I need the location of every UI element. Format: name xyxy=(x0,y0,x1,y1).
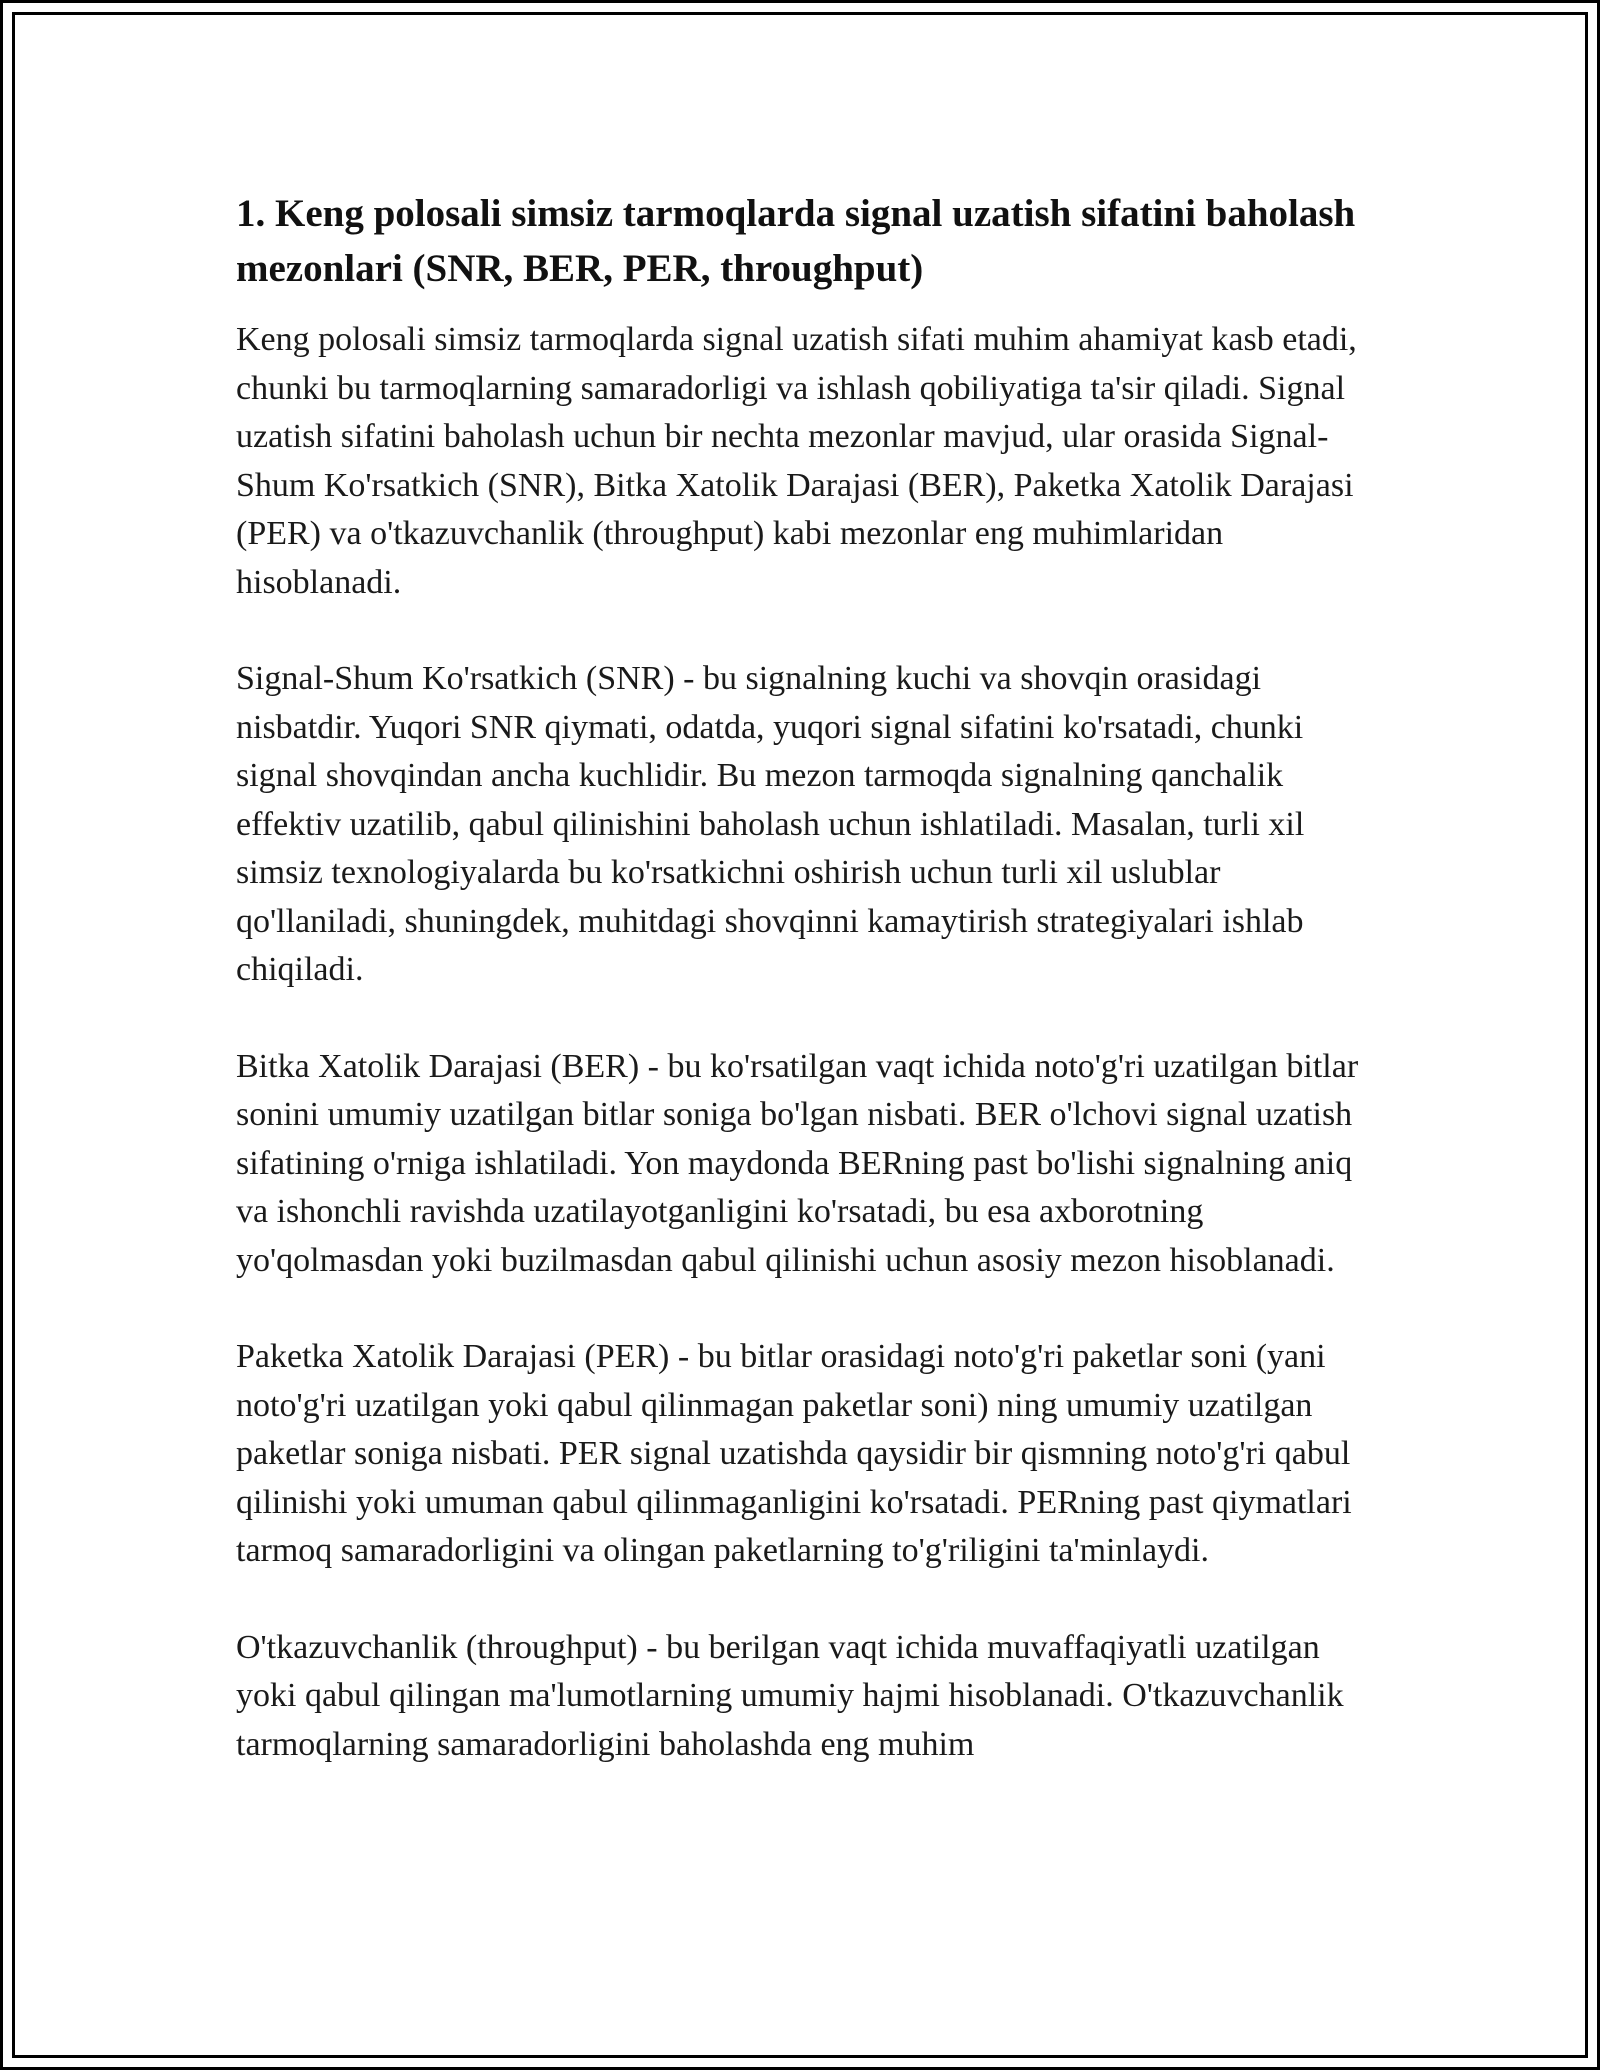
paragraph-intro: Keng polosali simsiz tarmoqlarda signal uzatish sifati muhim ahamiyat kasb etadi, chunki bu tarmoqlarning samaradorligi va ishlash qobiliyatiga ta'sir qiladi. Signal uzatish sifatini baholash uchun bir nechta mezonlar mavjud, ular orasida Signal-Shum Ko'rsatkich (SNR), Bitka Xatolik Darajasi (BER), Paketka Xatolik Darajasi (PER) va o'tkazuvchanlik (throughput) kabi mezonlar eng muhimlaridan hisoblanadi. xyxy=(236,321,1357,601)
paragraph-throughput: O'tkazuvchanlik (throughput) - bu berilgan vaqt ichida muvaffaqiyatli uzatilgan yoki qabul qilingan ma'lumotlarning umumiy hajmi hisoblanadi. O'tkazuvchanlik tarmoqlarning samaradorligini baholashda eng muhim xyxy=(236,1628,1344,1763)
section-heading: 1. Keng polosali simsiz tarmoqlarda signal uzatish sifatini baholash mezonlari (SNR, BER, PER, throughput) xyxy=(236,192,1356,290)
document-body xyxy=(236,186,1376,1817)
paragraph-snr: Signal-Shum Ko'rsatkich (SNR) - bu signalning kuchi va shovqin orasidagi nisbatdir. Yuqori SNR qiymati, odatda, yuqori signal sifatini ko'rsatadi, chunki signal shovqindan ancha kuchlidir. Bu mezon tarmoqda signalning qanchalik effektiv uzatilib, qabul qilinishini baholash uchun ishlatiladi. Masalan, turli xil simsiz texnologiyalarda bu ko'rsatkichni oshirish uchun turli xil uslublar qo'llaniladi, shuningdek, muhitdagi shovqinni kamaytirish strategiyalari ishlab chiqiladi. xyxy=(236,660,1305,988)
paragraph-ber: Bitka Xatolik Darajasi (BER) - bu ko'rsatilgan vaqt ichida noto'g'ri uzatilgan bitlar sonini umumiy uzatilgan bitlar soniga bo'lgan nisbati. BER o'lchovi signal uzatish sifatining o'rniga ishlatiladi. Yon maydonda BERning past bo'lishi signalning aniq va ishonchli ravishda uzatilayotganligini ko'rsatadi, bu esa axborotning yo'qolmasdan yoki buzilmasdan qabul qilinishi uchun asosiy mezon hisoblanadi. xyxy=(236,1047,1359,1279)
paragraph-per: Paketka Xatolik Darajasi (PER) - bu bitlar orasidagi noto'g'ri paketlar soni (yani noto'g'ri uzatilgan yoki qabul qilinmagan paketlar soni) ning umumiy uzatilgan paketlar soniga nisbati. PER signal uzatishda qaysidir bir qismning noto'g'ri qabul qilinishi yoki umuman qabul qilinmaganligini ko'rsatadi. PERning past qiymatlari tarmoq samaradorligini va olingan paketlarning to'g'riligini ta'minlaydi. xyxy=(236,1338,1352,1569)
